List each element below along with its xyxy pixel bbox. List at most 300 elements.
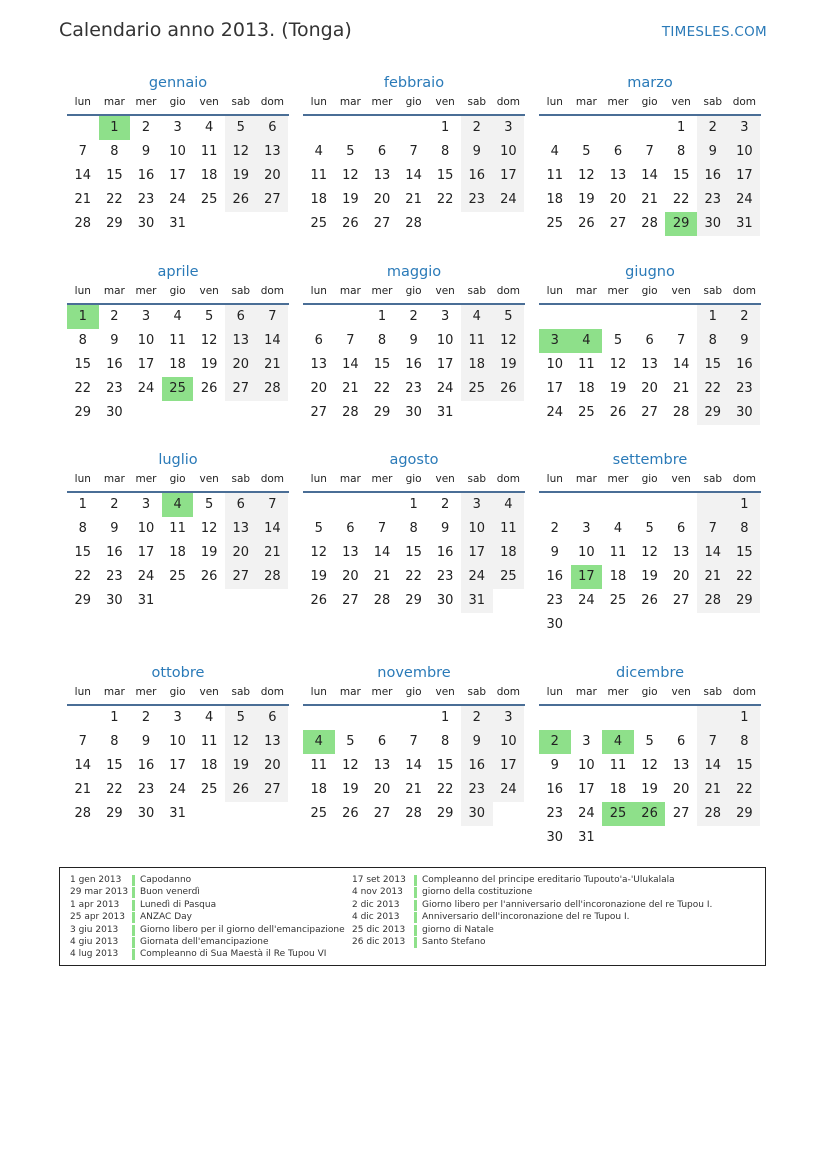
day-cell: 17 <box>546 381 564 396</box>
day-cell: 11 <box>461 329 493 353</box>
month-novembre <box>303 662 525 826</box>
empty-cell <box>602 706 634 730</box>
day-cell: 21 <box>257 541 289 565</box>
empty-cell <box>634 826 666 850</box>
weekday-label: ven <box>199 96 219 108</box>
legend-date: 4 dic 2013 <box>352 912 400 923</box>
day-cell: 2 <box>441 497 450 512</box>
day-cell: 23 <box>461 778 493 802</box>
weekday-label: gio <box>169 285 186 297</box>
legend-row <box>70 911 345 923</box>
legend-row <box>352 899 712 911</box>
day-cell: 19 <box>342 192 359 207</box>
week-row <box>67 140 289 164</box>
day-cell: 4 <box>550 144 559 159</box>
week-row <box>539 706 761 730</box>
empty-cell <box>665 493 697 517</box>
weekday-label: mar <box>339 96 361 108</box>
day-cell: 30 <box>106 593 123 608</box>
week-row <box>539 802 761 826</box>
day-cell: 6 <box>645 333 654 348</box>
day-cell: 21 <box>697 778 729 802</box>
day-cell: 5 <box>205 309 214 324</box>
day-cell: 11 <box>169 333 186 348</box>
day-cell: 19 <box>493 353 525 377</box>
day-cell: 29 <box>436 806 454 821</box>
day-cell: 22 <box>697 377 729 401</box>
weekday-label: mer <box>607 96 629 108</box>
legend-date: 4 lug 2013 <box>70 949 119 960</box>
week-row <box>539 401 761 425</box>
weekday-label: mar <box>103 686 125 698</box>
day-cell: 4 <box>461 305 493 329</box>
day-cell: 21 <box>342 381 359 396</box>
weekday-label: gio <box>169 96 186 108</box>
holiday-cell: 25 <box>162 377 194 401</box>
weekday-label: mar <box>575 686 597 698</box>
day-cell: 9 <box>550 758 559 773</box>
day-cell: 19 <box>578 192 595 207</box>
day-cell: 27 <box>257 778 289 802</box>
day-cell: 5 <box>613 333 623 348</box>
day-cell: 20 <box>609 192 627 207</box>
day-cell: 16 <box>546 569 564 584</box>
week-row <box>303 565 525 589</box>
legend-row <box>70 924 345 936</box>
day-cell: 10 <box>436 333 454 348</box>
day-cell: 2 <box>461 706 493 730</box>
week-row <box>67 754 289 778</box>
day-cell: 27 <box>672 806 690 821</box>
day-cell: 9 <box>729 329 761 353</box>
holiday-cell: 4 <box>571 329 603 353</box>
day-cell: 20 <box>257 164 289 188</box>
day-cell: 23 <box>436 569 454 584</box>
day-cell: 16 <box>405 357 422 372</box>
day-cell: 3 <box>493 706 525 730</box>
day-cell: 18 <box>310 782 328 797</box>
holiday-cell: 2 <box>539 730 571 754</box>
weekday-label: mar <box>575 473 597 485</box>
weekday-label: lun <box>310 473 327 485</box>
day-cell: 24 <box>169 192 186 207</box>
empty-cell <box>335 116 367 140</box>
week-row <box>539 517 761 541</box>
day-cell: 27 <box>342 593 359 608</box>
week-row <box>67 329 289 353</box>
week-row <box>67 565 289 589</box>
day-cell: 4 <box>613 521 623 536</box>
day-cell: 7 <box>697 730 729 754</box>
legend-holiday-name: Compleanno di Sua Maestà il Re Tupou VI <box>140 949 327 960</box>
day-cell: 14 <box>697 754 729 778</box>
week-row <box>539 541 761 565</box>
day-cell: 25 <box>310 806 328 821</box>
day-cell: 19 <box>641 569 658 584</box>
empty-cell <box>366 493 398 517</box>
day-cell: 5 <box>205 497 214 512</box>
day-cell: 19 <box>641 782 658 797</box>
day-cell: 16 <box>137 758 155 773</box>
day-cell: 26 <box>200 381 218 396</box>
holiday-marker <box>414 887 417 898</box>
day-cell: 9 <box>697 140 729 164</box>
empty-cell <box>571 116 603 140</box>
week-row <box>539 329 761 353</box>
day-cell: 5 <box>225 706 257 730</box>
day-cell: 9 <box>141 734 151 749</box>
day-cell: 6 <box>257 706 289 730</box>
empty-cell <box>193 401 225 425</box>
day-cell: 26 <box>493 377 525 401</box>
day-cell: 16 <box>137 168 155 183</box>
empty-cell <box>571 305 603 329</box>
day-cell: 30 <box>137 806 155 821</box>
month-febbraio <box>303 72 525 236</box>
weekday-label: sab <box>703 96 723 108</box>
day-cell: 5 <box>346 144 355 159</box>
day-cell: 2 <box>110 309 119 324</box>
day-cell: 15 <box>106 758 123 773</box>
day-cell: 20 <box>672 569 690 584</box>
week-row <box>67 188 289 212</box>
day-cell: 27 <box>257 188 289 212</box>
day-cell: 29 <box>729 589 761 613</box>
day-cell: 3 <box>493 116 525 140</box>
holiday-cell: 25 <box>602 802 634 826</box>
legend-row <box>352 911 712 923</box>
empty-cell <box>634 706 666 730</box>
brand-link[interactable]: TIMESLES.COM <box>661 24 767 40</box>
weekday-label: gio <box>169 686 186 698</box>
day-cell: 31 <box>729 212 761 236</box>
empty-cell <box>571 613 603 637</box>
month-dicembre <box>539 662 761 850</box>
day-cell: 27 <box>373 806 391 821</box>
legend-date: 1 gen 2013 <box>70 875 122 885</box>
empty-cell <box>366 116 398 140</box>
holiday-cell: 17 <box>571 565 603 589</box>
day-cell: 24 <box>137 381 155 396</box>
weekday-label: lun <box>74 473 91 485</box>
day-cell: 15 <box>729 754 761 778</box>
weekday-label: mar <box>103 473 125 485</box>
weekday-header <box>67 94 289 116</box>
legend-holiday-name: Santo Stefano <box>422 936 486 947</box>
month-title: luglio <box>158 452 198 468</box>
day-cell: 21 <box>672 381 690 396</box>
day-cell: 2 <box>729 305 761 329</box>
day-cell: 16 <box>436 545 454 560</box>
day-cell: 6 <box>677 734 686 749</box>
week-row <box>539 140 761 164</box>
day-cell: 18 <box>493 541 525 565</box>
day-cell: 11 <box>200 144 218 159</box>
day-cell: 24 <box>137 569 155 584</box>
week-row <box>303 377 525 401</box>
day-cell: 7 <box>377 521 387 536</box>
day-cell: 7 <box>645 144 654 159</box>
empty-cell <box>130 401 162 425</box>
weekday-label: ven <box>435 285 455 297</box>
weekday-label: lun <box>546 473 563 485</box>
weekday-label: gio <box>405 285 422 297</box>
day-cell: 30 <box>405 405 422 420</box>
day-cell: 9 <box>141 144 151 159</box>
day-cell: 3 <box>141 309 151 324</box>
day-cell: 27 <box>225 377 257 401</box>
day-cell: 18 <box>169 357 186 372</box>
weekday-label: sab <box>467 96 487 108</box>
day-cell: 4 <box>205 710 214 725</box>
week-row <box>303 517 525 541</box>
legend-date: 25 apr 2013 <box>70 912 126 923</box>
week-row <box>303 401 525 425</box>
empty-cell <box>303 706 335 730</box>
weekday-header <box>539 471 761 493</box>
day-cell: 10 <box>137 521 155 536</box>
empty-cell <box>193 212 225 236</box>
day-cell: 13 <box>373 168 391 183</box>
weekday-label: sab <box>231 473 251 485</box>
day-cell: 13 <box>310 357 328 372</box>
week-row <box>303 212 525 236</box>
day-cell: 30 <box>697 212 729 236</box>
legend-row <box>70 886 345 898</box>
weekday-header <box>303 684 525 706</box>
holiday-marker <box>414 912 417 923</box>
legend-date: 4 giu 2013 <box>70 936 119 947</box>
day-cell: 14 <box>641 168 658 183</box>
week-row <box>539 613 761 637</box>
weekday-label: sab <box>703 473 723 485</box>
day-cell: 7 <box>346 333 355 348</box>
day-cell: 18 <box>310 192 328 207</box>
day-cell: 3 <box>461 493 493 517</box>
day-cell: 15 <box>697 353 729 377</box>
day-cell: 18 <box>200 758 218 773</box>
day-cell: 13 <box>373 758 391 773</box>
month-title: aprile <box>157 264 199 280</box>
day-cell: 28 <box>342 405 359 420</box>
empty-cell <box>493 212 525 236</box>
week-row <box>539 305 761 329</box>
holiday-marker <box>414 875 417 886</box>
day-cell: 16 <box>461 754 493 778</box>
weekday-label: dom <box>260 473 285 485</box>
day-cell: 15 <box>729 541 761 565</box>
holiday-marker <box>414 900 417 911</box>
empty-cell <box>303 493 335 517</box>
day-cell: 23 <box>546 806 564 821</box>
day-cell: 10 <box>169 144 186 159</box>
day-cell: 15 <box>74 545 92 560</box>
day-cell: 20 <box>225 353 257 377</box>
empty-cell <box>729 826 761 850</box>
holiday-cell: 1 <box>67 305 99 329</box>
weekday-label: ven <box>671 686 691 698</box>
weekday-label: dom <box>732 96 757 108</box>
day-cell: 29 <box>106 806 123 821</box>
day-cell: 10 <box>578 545 595 560</box>
week-row <box>539 212 761 236</box>
legend-row <box>352 936 712 948</box>
day-cell: 18 <box>200 168 218 183</box>
weekday-label: mer <box>135 686 157 698</box>
day-cell: 4 <box>314 144 323 159</box>
day-cell: 18 <box>578 381 595 396</box>
legend-column-right <box>352 874 712 948</box>
day-cell: 6 <box>377 144 387 159</box>
weekday-label: sab <box>231 285 251 297</box>
weekday-label: lun <box>310 96 327 108</box>
day-cell: 8 <box>110 734 119 749</box>
day-cell: 12 <box>225 140 257 164</box>
week-row <box>67 353 289 377</box>
weekday-label: lun <box>310 686 327 698</box>
day-cell: 1 <box>78 497 87 512</box>
day-cell: 29 <box>373 405 391 420</box>
day-cell: 6 <box>677 521 686 536</box>
day-cell: 8 <box>409 521 418 536</box>
day-cell: 30 <box>546 617 564 632</box>
day-cell: 13 <box>672 758 690 773</box>
weekday-label: gio <box>641 285 658 297</box>
day-cell: 25 <box>310 216 328 231</box>
day-cell: 19 <box>225 164 257 188</box>
day-cell: 7 <box>677 333 686 348</box>
day-cell: 15 <box>373 357 391 372</box>
day-cell: 8 <box>110 144 119 159</box>
weekday-label: mer <box>135 285 157 297</box>
day-cell: 4 <box>493 493 525 517</box>
day-cell: 12 <box>578 168 595 183</box>
empty-cell <box>729 613 761 637</box>
week-row <box>539 826 761 850</box>
weekday-label: lun <box>74 285 91 297</box>
day-cell: 8 <box>729 517 761 541</box>
weekday-label: mer <box>371 96 393 108</box>
day-cell: 22 <box>405 569 422 584</box>
weekday-label: sab <box>703 285 723 297</box>
empty-cell <box>162 589 194 613</box>
weekday-label: mar <box>103 285 125 297</box>
day-cell: 20 <box>310 381 328 396</box>
week-row <box>67 401 289 425</box>
day-cell: 30 <box>461 802 493 826</box>
day-cell: 11 <box>578 357 595 372</box>
day-cell: 23 <box>106 569 123 584</box>
empty-cell <box>665 706 697 730</box>
day-cell: 30 <box>546 830 564 845</box>
legend-date: 3 giu 2013 <box>70 924 119 935</box>
day-cell: 12 <box>641 545 658 560</box>
day-cell: 6 <box>225 493 257 517</box>
day-cell: 16 <box>697 164 729 188</box>
legend-date: 17 set 2013 <box>352 875 406 885</box>
day-cell: 13 <box>225 517 257 541</box>
month-marzo <box>539 72 761 236</box>
day-cell: 12 <box>200 333 218 348</box>
day-cell: 9 <box>550 545 559 560</box>
weekday-label: dom <box>732 473 757 485</box>
day-cell: 2 <box>141 120 151 135</box>
week-row <box>539 565 761 589</box>
empty-cell <box>665 305 697 329</box>
day-cell: 8 <box>677 144 686 159</box>
day-cell: 2 <box>110 497 119 512</box>
weekday-label: ven <box>435 96 455 108</box>
weekday-label: dom <box>732 686 757 698</box>
empty-cell <box>602 613 634 637</box>
weekday-header <box>303 94 525 116</box>
day-cell: 12 <box>493 329 525 353</box>
empty-cell <box>697 826 729 850</box>
weekday-label: mer <box>371 686 393 698</box>
day-cell: 29 <box>729 802 761 826</box>
day-cell: 23 <box>405 381 422 396</box>
week-row <box>67 164 289 188</box>
week-row <box>67 778 289 802</box>
day-cell: 7 <box>409 734 418 749</box>
day-cell: 21 <box>405 782 422 797</box>
day-cell: 29 <box>106 216 123 231</box>
week-row <box>303 164 525 188</box>
month-luglio <box>67 449 289 613</box>
day-cell: 8 <box>729 730 761 754</box>
day-cell: 25 <box>578 405 595 420</box>
weekday-label: gio <box>405 96 422 108</box>
month-ottobre <box>67 662 289 826</box>
day-cell: 3 <box>173 710 182 725</box>
day-cell: 28 <box>672 405 690 420</box>
empty-cell <box>461 401 493 425</box>
weekday-label: sab <box>231 686 251 698</box>
empty-cell <box>67 706 99 730</box>
day-cell: 24 <box>729 188 761 212</box>
day-cell: 21 <box>257 353 289 377</box>
empty-cell <box>634 305 666 329</box>
holiday-cell: 26 <box>634 802 666 826</box>
empty-cell <box>193 589 225 613</box>
day-cell: 10 <box>169 734 186 749</box>
empty-cell <box>257 802 289 826</box>
day-cell: 29 <box>74 593 92 608</box>
day-cell: 10 <box>493 730 525 754</box>
day-cell: 17 <box>436 357 454 372</box>
empty-cell <box>665 613 697 637</box>
day-cell: 24 <box>493 778 525 802</box>
week-row <box>303 706 525 730</box>
day-cell: 14 <box>74 168 92 183</box>
day-cell: 21 <box>74 782 92 797</box>
day-cell: 2 <box>697 116 729 140</box>
day-cell: 26 <box>310 593 328 608</box>
week-row <box>303 754 525 778</box>
day-cell: 3 <box>173 120 182 135</box>
legend-row <box>352 924 712 936</box>
day-cell: 6 <box>613 144 623 159</box>
legend-holiday-name: Giorno libero per il giorno dell'emancipazione <box>140 924 345 935</box>
weekday-label: mer <box>371 285 393 297</box>
day-cell: 7 <box>257 493 289 517</box>
day-cell: 13 <box>225 329 257 353</box>
day-cell: 31 <box>461 589 493 613</box>
holiday-cell: 4 <box>602 730 634 754</box>
empty-cell <box>225 212 257 236</box>
week-row <box>67 802 289 826</box>
weekday-label: dom <box>496 96 521 108</box>
